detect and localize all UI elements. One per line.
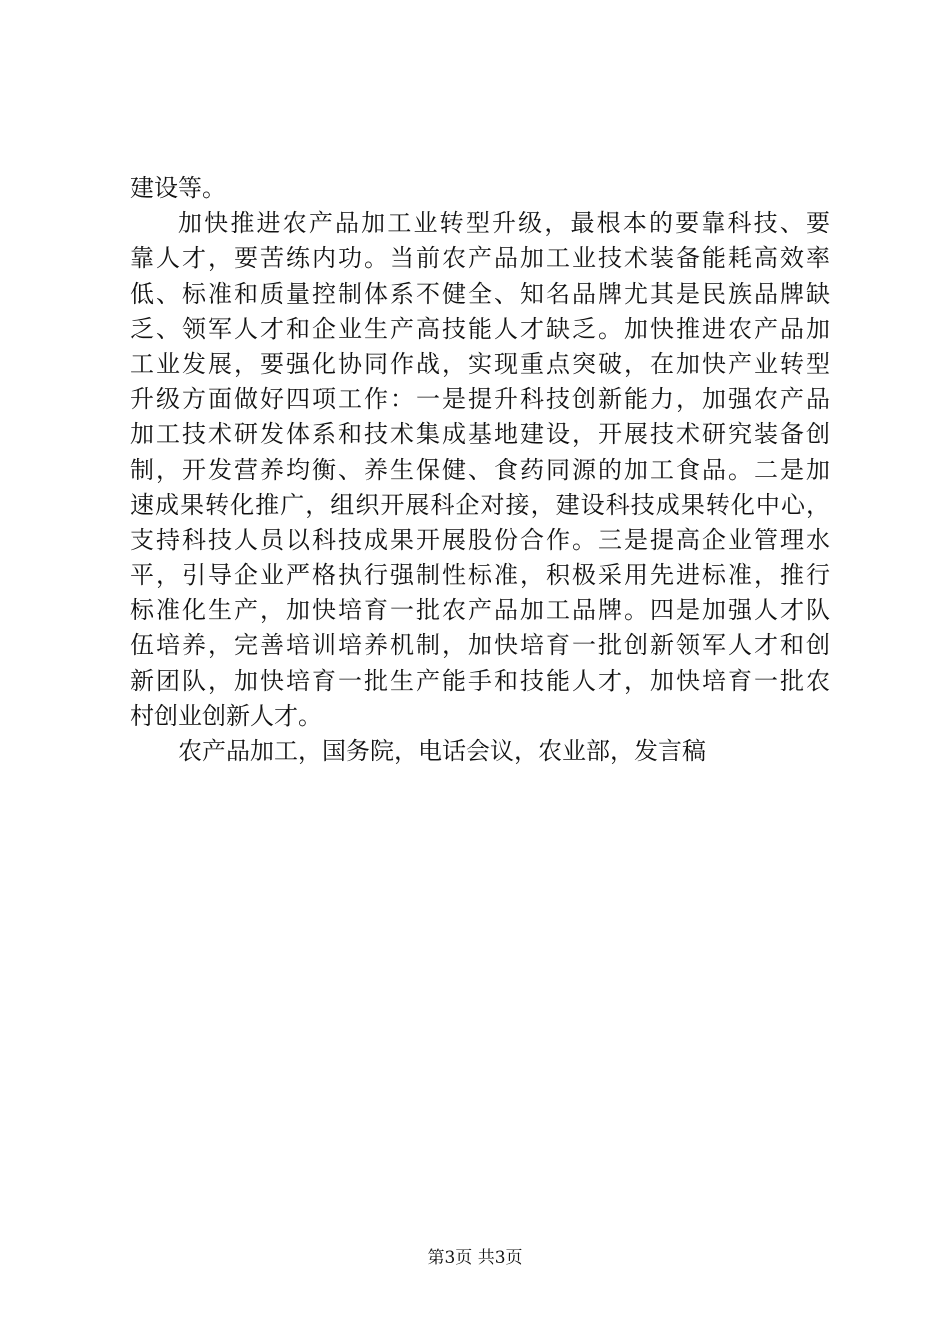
text-line: 制，开发营养均衡、养生保健、食药同源的加工食品。二是加	[130, 455, 830, 484]
page-footer: 第3页 共3页	[427, 1248, 523, 1268]
text-line: 乏、领军人才和企业生产高技能人才缺乏。加快推进农产品加	[130, 314, 830, 343]
text-line: 建设等。	[130, 174, 226, 202]
text-line: 标准化生产，加快培育一批农产品加工品牌。四是加强人才队	[130, 596, 830, 625]
text-line: 低、标准和质量控制体系不健全、知名品牌尤其是民族品牌缺	[130, 279, 830, 308]
text-line: 支持科技人员以科技成果开展股份合作。三是提高企业管理水	[130, 525, 830, 554]
text-line: 平，引导企业严格执行强制性标准，积极采用先进标准，推行	[130, 561, 830, 590]
text-line: 伍培养，完善培训培养机制，加快培育一批创新领军人才和创	[130, 631, 830, 660]
text-line: 村创业创新人才。	[130, 701, 322, 730]
document-body	[130, 171, 830, 769]
text-line: 加工技术研发体系和技术集成基地建设，开展技术研究装备创	[130, 420, 830, 449]
text-line: 靠人才，要苦练内功。当前农产品加工业技术装备能耗高效率	[130, 244, 830, 273]
text-line: 工业发展，要强化协同作战，实现重点突破，在加快产业转型	[130, 349, 830, 378]
text-line: 速成果转化推广，组织开展科企对接，建设科技成果转化中心，	[130, 490, 830, 519]
text-line: 新团队，加快培育一批生产能手和技能人才，加快培育一批农	[130, 666, 830, 695]
text-line: 升级方面做好四项工作：一是提升科技创新能力，加强农产品	[130, 385, 830, 414]
text-line: 加快推进农产品加工业转型升级，最根本的要靠科技、要	[178, 209, 830, 238]
keywords-line: 农产品加工，国务院，电话会议，农业部，发言稿	[178, 737, 706, 765]
